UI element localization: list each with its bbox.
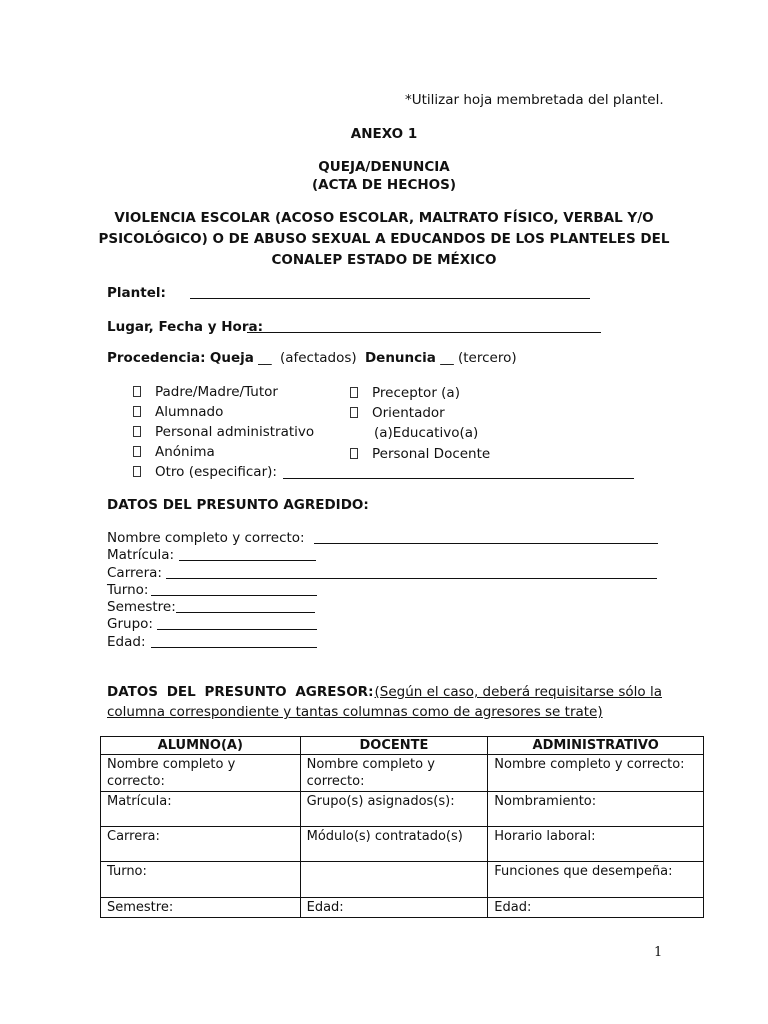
matricula-field[interactable] — [179, 548, 316, 561]
lugar-label: Lugar, Fecha y Hora: — [107, 319, 263, 335]
option-anonima[interactable]: Anónima — [133, 444, 215, 460]
plantel-field[interactable] — [190, 286, 590, 299]
denuncia-label: Denuncia — [364, 350, 436, 366]
turno-field[interactable] — [151, 583, 317, 596]
option-orientador[interactable]: Orientador — [350, 405, 445, 421]
checkbox-icon[interactable] — [133, 386, 141, 397]
table-cell[interactable]: Turno: — [101, 862, 301, 898]
grupo-field[interactable] — [157, 617, 317, 630]
annex-title: ANEXO 1 — [350, 126, 418, 142]
table-cell[interactable]: Edad: — [300, 898, 488, 918]
table-cell[interactable]: Módulo(s) contratado(s) — [300, 827, 488, 862]
option-alumnado[interactable]: Alumnado — [133, 404, 223, 420]
carrera-field[interactable] — [166, 566, 657, 579]
table-cell[interactable]: Edad: — [488, 898, 704, 918]
afectados-label: (afectados) — [279, 350, 357, 366]
agresor-note-line-1: (Según el caso, deberá requisitarse sólo la — [374, 684, 662, 700]
semestre-label: Semestre: — [107, 599, 176, 615]
agresor-heading-row — [107, 684, 662, 700]
table-header-row — [101, 737, 704, 755]
option-personal-docente[interactable]: Personal Docente — [350, 446, 490, 462]
checkbox-icon[interactable] — [350, 448, 358, 459]
checkbox-icon[interactable] — [133, 426, 141, 437]
table-row — [101, 792, 704, 827]
queja-label: Queja — [209, 350, 254, 366]
table-row — [101, 862, 704, 898]
table-row — [101, 755, 704, 792]
nombre-label: Nombre completo y correcto: — [107, 530, 305, 546]
table-cell[interactable]: Semestre: — [101, 898, 301, 918]
edad-label: Edad: — [107, 634, 146, 650]
lugar-field[interactable] — [247, 320, 601, 333]
option-otro[interactable]: Otro (especificar): — [133, 464, 277, 480]
agresor-heading: DATOS DEL PRESUNTO AGRESOR: — [107, 684, 374, 700]
page-number: 1 — [654, 945, 663, 960]
main-title-line-2: PSICOLÓGICO) O DE ABUSO SEXUAL A EDUCANDOS DE LOS PLANTELES DEL — [98, 231, 670, 247]
agresor-note-line-2: columna correspondiente y tantas columnas como de agresores se trate) — [107, 704, 603, 720]
table-cell[interactable]: Grupo(s) asignados(s): — [300, 792, 488, 827]
matricula-label: Matrícula: — [107, 547, 175, 563]
table-cell[interactable]: Nombre completo y correcto: — [300, 755, 488, 792]
turno-label: Turno: — [107, 582, 149, 598]
procedencia-row — [107, 350, 517, 366]
procedencia-label: Procedencia: — [107, 350, 206, 366]
otro-field[interactable] — [283, 466, 634, 479]
table-cell[interactable]: Nombramiento: — [488, 792, 704, 827]
checkbox-icon[interactable] — [133, 466, 141, 477]
complaint-title: QUEJA/DENUNCIA — [318, 159, 450, 175]
letterhead-note: *Utilizar hoja membretada del plantel. — [405, 92, 664, 108]
checkbox-icon[interactable] — [133, 446, 141, 457]
agredido-heading: DATOS DEL PRESUNTO AGREDIDO: — [107, 497, 369, 513]
table-cell[interactable]: Matrícula: — [101, 792, 301, 827]
main-title-line-1: VIOLENCIA ESCOLAR (ACOSO ESCOLAR, MALTRATO FÍSICO, VERBAL Y/O — [114, 210, 654, 226]
table-cell[interactable] — [300, 862, 488, 898]
edad-field[interactable] — [151, 635, 317, 648]
plantel-label: Plantel: — [107, 285, 166, 301]
checkbox-icon[interactable] — [133, 406, 141, 417]
header-docente: DOCENTE — [300, 737, 488, 755]
table-cell[interactable]: Funciones que desempeña: — [488, 862, 704, 898]
acta-title: (ACTA DE HECHOS) — [311, 177, 457, 193]
checkbox-icon[interactable] — [350, 407, 358, 418]
queja-blank[interactable]: __ — [258, 350, 272, 366]
tercero-label: (tercero) — [457, 350, 517, 366]
option-preceptor[interactable]: Preceptor (a) — [350, 385, 460, 401]
semestre-field[interactable] — [176, 600, 315, 613]
header-alumno: ALUMNO(A) — [101, 737, 301, 755]
option-personal-administrativo[interactable]: Personal administrativo — [133, 424, 314, 440]
option-padre[interactable]: Padre/Madre/Tutor — [133, 384, 278, 400]
table-row — [101, 827, 704, 862]
checkbox-icon[interactable] — [350, 387, 358, 398]
table-cell[interactable]: Horario laboral: — [488, 827, 704, 862]
header-administrativo: ADMINISTRATIVO — [488, 737, 704, 755]
main-title-line-3: CONALEP ESTADO DE MÉXICO — [271, 252, 497, 268]
agresor-table — [100, 736, 704, 918]
carrera-label: Carrera: — [107, 565, 162, 581]
table-row — [101, 898, 704, 918]
option-orientador-cont: (a)Educativo(a) — [374, 425, 479, 441]
table-cell[interactable]: Nombre completo y correcto: — [101, 755, 301, 792]
table-cell[interactable]: Carrera: — [101, 827, 301, 862]
table-cell[interactable]: Nombre completo y correcto: — [488, 755, 704, 792]
grupo-label: Grupo: — [107, 616, 153, 632]
denuncia-blank[interactable]: __ — [440, 350, 454, 366]
nombre-field[interactable] — [314, 531, 658, 544]
